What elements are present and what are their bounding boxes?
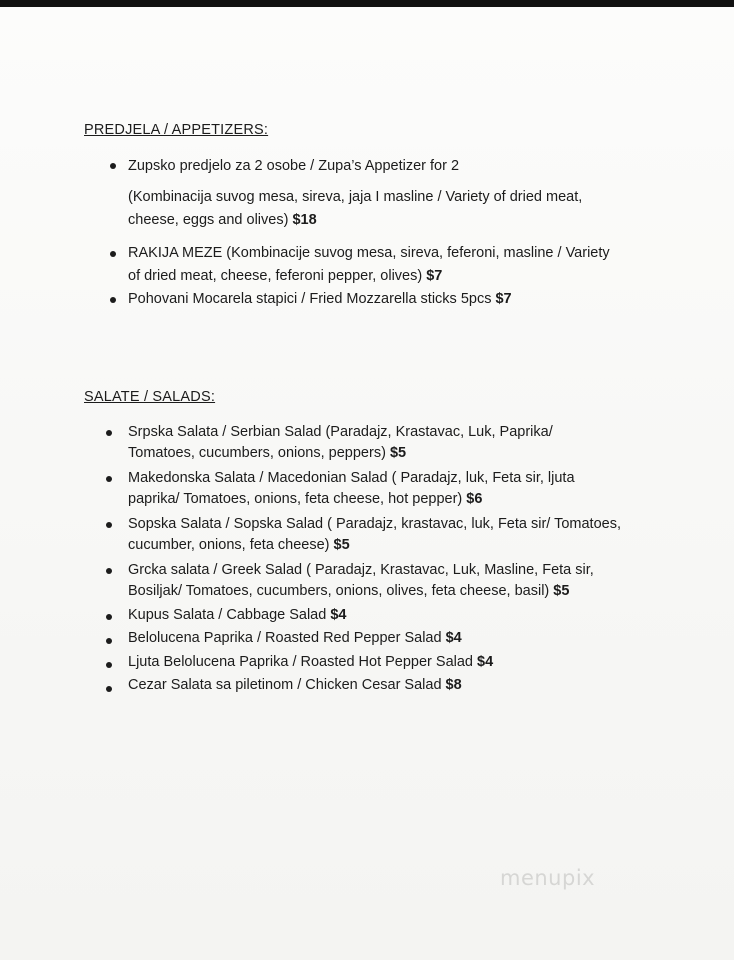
bullet-icon	[106, 430, 112, 436]
item-price: $8	[445, 677, 462, 693]
menu-item-srpska-line2	[128, 442, 406, 465]
menu-item-makedonska-line2	[128, 488, 482, 511]
item-price: $18	[292, 212, 317, 228]
item-desc: Cezar Salata sa piletinom / Chicken Cesar Salad	[128, 677, 446, 693]
menu-item-zupsko-line2: (Kombinacija suvog mesa, sireva, jaja I masline / Variety of dried meat,	[128, 189, 583, 205]
bullet-icon	[106, 614, 112, 620]
item-price: $4	[477, 654, 494, 670]
item-price: $4	[330, 607, 347, 623]
menu-item-sopska-line2	[128, 534, 350, 557]
bullet-icon	[106, 522, 112, 528]
salads-heading: SALATE / SALADS:	[84, 389, 216, 405]
item-desc: Bosiljak/ Tomatoes, cucumbers, onions, olives, feta cheese, basil)	[128, 583, 554, 599]
menu-item-kupus	[128, 604, 346, 627]
menupix-watermark: menupix	[500, 866, 596, 890]
menu-item-cezar	[128, 674, 462, 697]
item-desc: cheese, eggs and olives)	[128, 212, 293, 228]
item-price: $6	[466, 491, 483, 507]
item-desc: Ljuta Belolucena Paprika / Roasted Hot Pepper Salad	[128, 654, 478, 670]
menu-item-rakija-line1: RAKIJA MEZE (Kombinacije suvog mesa, sireva, feferoni, masline / Variety	[128, 245, 610, 261]
item-price: $5	[553, 583, 570, 599]
menu-item-ljuta-belolucena	[128, 651, 493, 674]
bullet-icon	[106, 638, 112, 644]
item-desc: Belolucena Paprika / Roasted Red Pepper Salad	[128, 630, 446, 646]
item-price: $7	[426, 268, 443, 284]
bullet-icon	[110, 251, 116, 257]
item-desc: cucumber, onions, feta cheese)	[128, 537, 334, 553]
item-price: $5	[333, 537, 350, 553]
item-desc: Pohovani Mocarela stapici / Fried Mozzarella sticks 5pcs	[128, 291, 496, 307]
menu-item-grcka-line2	[128, 580, 569, 603]
item-desc: Tomatoes, cucumbers, onions, peppers)	[128, 445, 390, 461]
item-desc: of dried meat, cheese, feferoni pepper, olives)	[128, 268, 427, 284]
menu-item-makedonska-line1: Makedonska Salata / Macedonian Salad ( Paradajz, luk, Feta sir, ljuta	[128, 470, 575, 486]
bullet-icon	[110, 297, 116, 303]
menu-item-zupsko-line1: Zupsko predjelo za 2 osobe / Zupa’s Appetizer for 2	[128, 158, 460, 174]
item-desc: paprika/ Tomatoes, onions, feta cheese, hot pepper)	[128, 491, 467, 507]
bullet-icon	[106, 662, 112, 668]
item-price: $5	[389, 445, 407, 461]
item-price: $7	[495, 291, 512, 307]
bullet-icon	[110, 163, 116, 169]
menu-item-belolucena	[128, 627, 462, 650]
item-price: $4	[445, 630, 462, 646]
bullet-icon	[106, 568, 112, 574]
menu-item-mozzarella	[128, 288, 512, 311]
bullet-icon	[106, 476, 112, 482]
bullet-icon	[106, 686, 112, 692]
appetizers-heading: PREDJELA / APPETIZERS:	[84, 122, 269, 138]
scan-top-edge	[0, 0, 734, 7]
menu-item-rakija-line2	[128, 265, 442, 288]
menu-item-sopska-line1: Sopska Salata / Sopska Salad ( Paradajz, krastavac, luk, Feta sir/ Tomatoes,	[128, 516, 621, 532]
menu-item-srpska-line1: Srpska Salata / Serbian Salad (Paradajz, Krastavac, Luk, Paprika/	[128, 424, 553, 440]
item-desc: Kupus Salata / Cabbage Salad	[128, 607, 331, 623]
menu-item-zupsko-line3	[128, 209, 317, 232]
menu-item-grcka-line1: Grcka salata / Greek Salad ( Paradajz, Krastavac, Luk, Masline, Feta sir,	[128, 562, 594, 578]
